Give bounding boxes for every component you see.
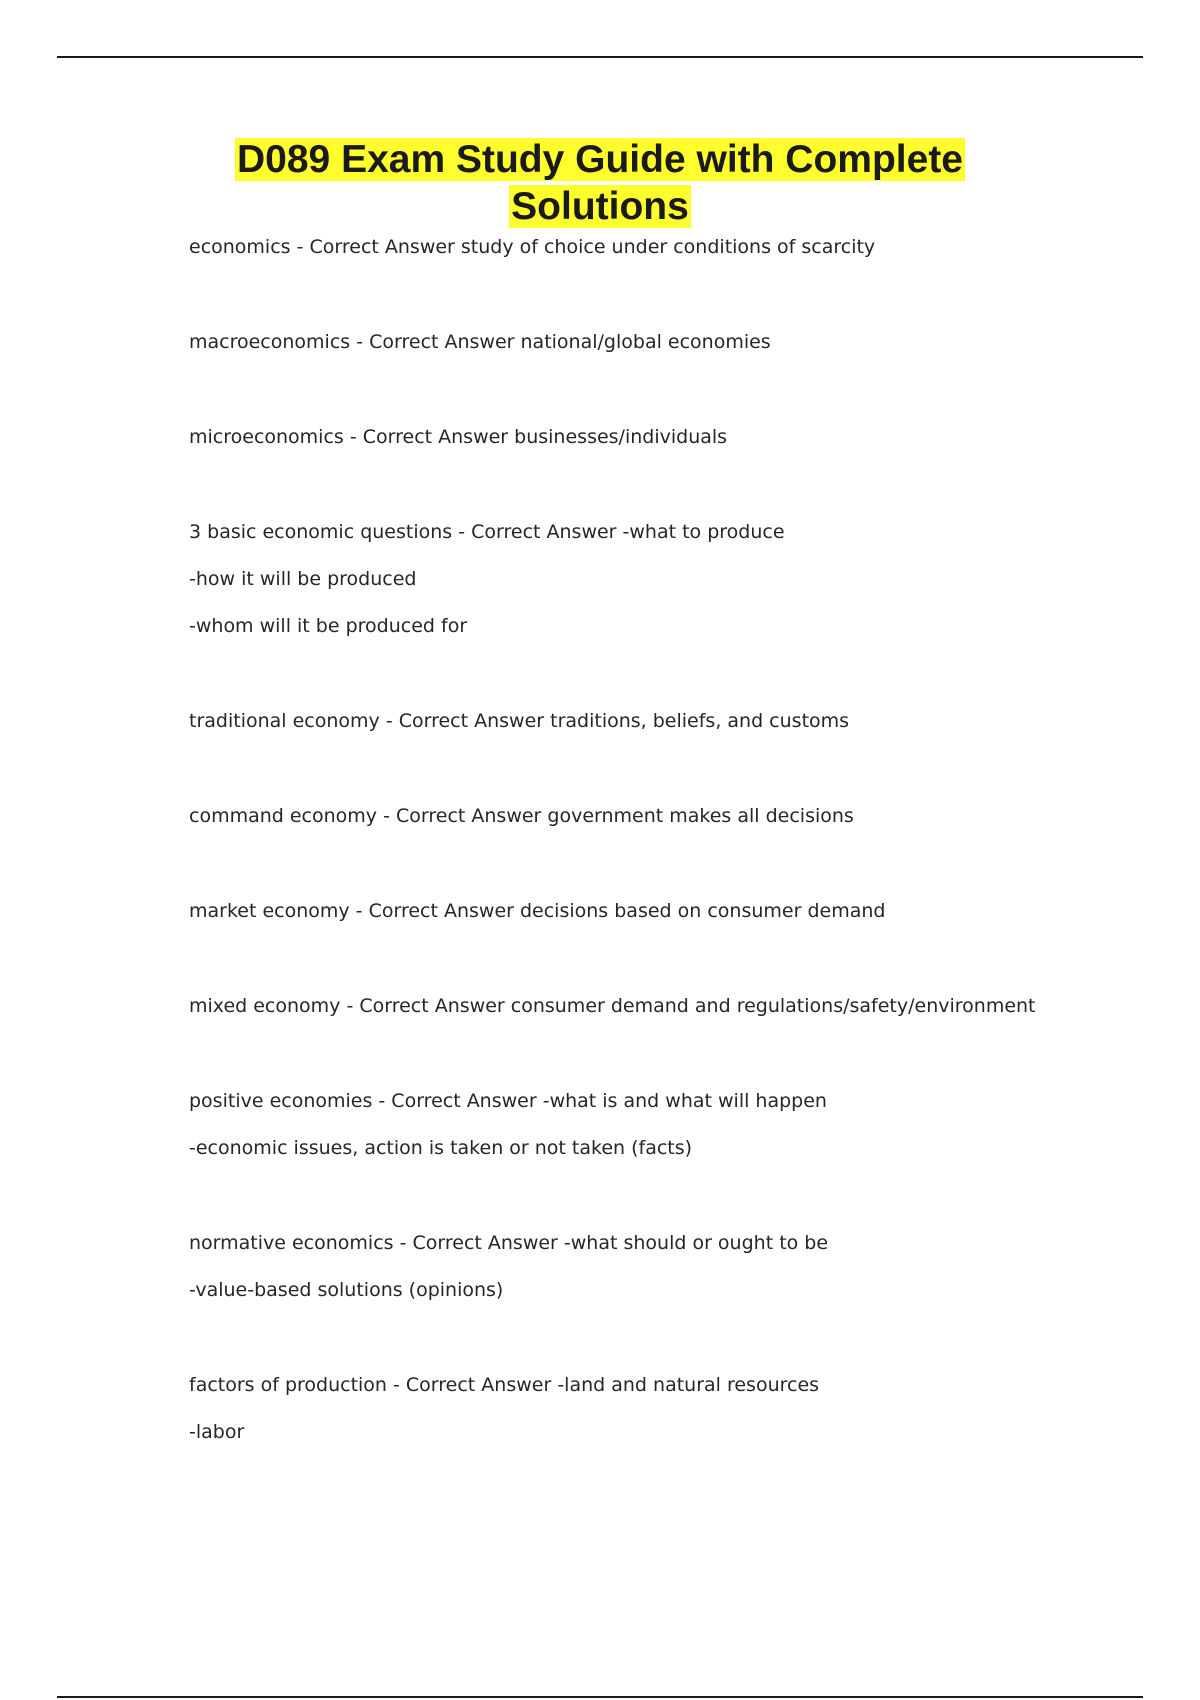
top-divider bbox=[57, 56, 1143, 58]
entry-market-economy: market economy - Correct Answer decisions based on consumer demand bbox=[189, 900, 886, 922]
entry-basic-questions-cont-2: -whom will it be produced for bbox=[189, 615, 468, 637]
entry-positive-economies-cont: -economic issues, action is taken or not taken (facts) bbox=[189, 1137, 693, 1159]
entry-economics: economics - Correct Answer study of choice under conditions of scarcity bbox=[189, 236, 876, 258]
entry-normative-economics: normative economics - Correct Answer -what should or ought to be bbox=[189, 1232, 829, 1254]
entry-microeconomics: microeconomics - Correct Answer businesses/individuals bbox=[189, 426, 728, 448]
entry-factors-of-production: factors of production - Correct Answer -land and natural resources bbox=[189, 1374, 820, 1396]
entry-macroeconomics: macroeconomics - Correct Answer national/global economies bbox=[189, 331, 771, 353]
bottom-divider bbox=[57, 1696, 1143, 1698]
entry-mixed-economy: mixed economy - Correct Answer consumer demand and regulations/safety/environment bbox=[189, 995, 1036, 1017]
title-line-1: D089 Exam Study Guide with Complete bbox=[237, 138, 963, 181]
entry-basic-questions-cont-1: -how it will be produced bbox=[189, 568, 417, 590]
entry-command-economy: command economy - Correct Answer government makes all decisions bbox=[189, 805, 854, 827]
entry-factors-of-production-cont: -labor bbox=[189, 1421, 245, 1443]
document-title bbox=[0, 136, 1200, 230]
entry-positive-economies: positive economies - Correct Answer -what is and what will happen bbox=[189, 1090, 827, 1112]
entry-normative-economics-cont: -value-based solutions (opinions) bbox=[189, 1279, 504, 1301]
entry-traditional-economy: traditional economy - Correct Answer traditions, beliefs, and customs bbox=[189, 710, 850, 732]
title-line-2: Solutions bbox=[511, 185, 689, 228]
entry-basic-questions: 3 basic economic questions - Correct Answer -what to produce bbox=[189, 521, 785, 543]
